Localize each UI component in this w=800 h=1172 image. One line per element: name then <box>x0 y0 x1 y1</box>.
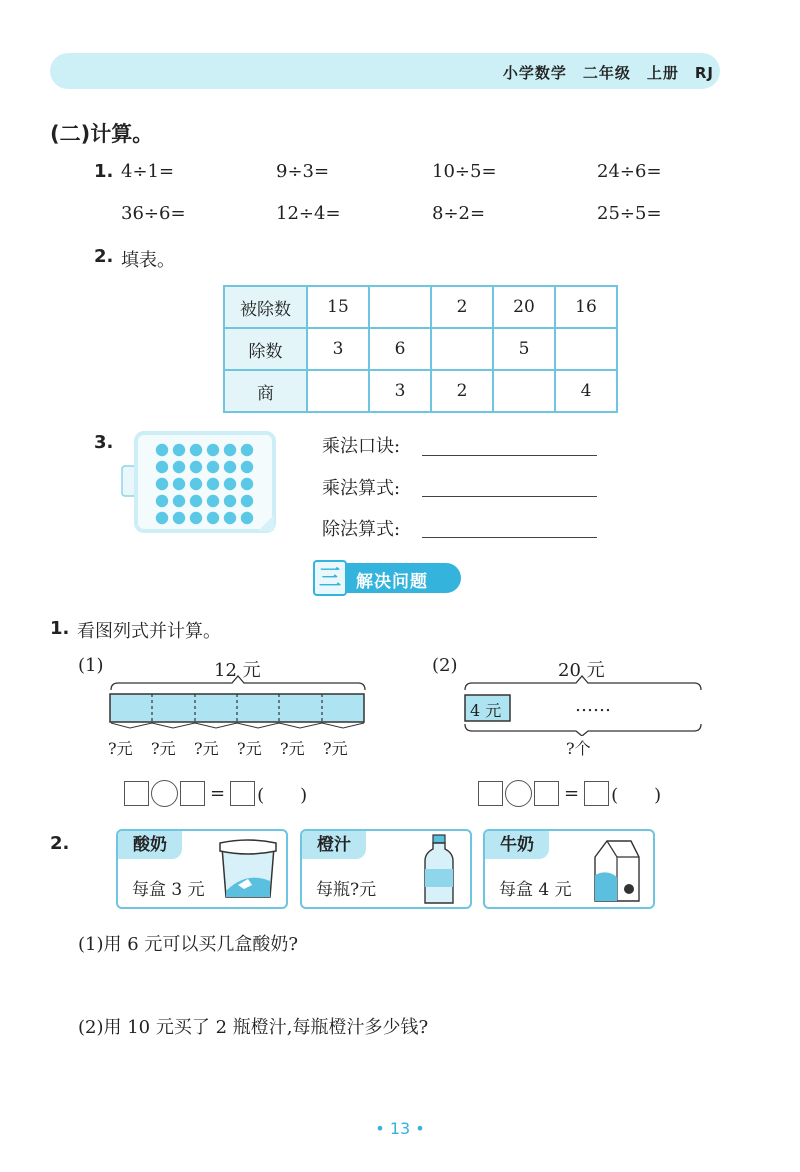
total-label: 20 元 <box>558 660 605 681</box>
dot <box>224 444 236 456</box>
dot <box>156 461 168 473</box>
expression: 12÷4= <box>276 203 341 224</box>
question-number: 2. <box>50 833 70 854</box>
dot <box>190 512 202 524</box>
number-box[interactable] <box>584 781 609 806</box>
ellipsis: …… <box>575 695 611 716</box>
dot <box>156 512 168 524</box>
product-price: 每盒 3 元 <box>132 880 205 900</box>
table-cell[interactable]: 2 <box>431 286 493 328</box>
product-price: 每盒 4 元 <box>499 880 572 900</box>
dot <box>173 444 185 456</box>
table-cell[interactable] <box>431 328 493 370</box>
dot <box>173 461 185 473</box>
equation-frame-2: = ( ) <box>478 780 661 807</box>
question-number: 1. <box>94 161 114 182</box>
segment-diagram-1 <box>108 674 368 732</box>
yogurt-cup-icon <box>216 835 280 903</box>
dot <box>156 444 168 456</box>
expression: 24÷6= <box>597 161 662 182</box>
part-label: ?元 <box>108 739 133 758</box>
dot <box>173 478 185 490</box>
table-cell[interactable]: 5 <box>493 328 555 370</box>
line-label: 乘法算式: <box>322 478 401 499</box>
product-price: 每瓶?元 <box>316 880 377 900</box>
count-label: ?个 <box>566 739 591 758</box>
dot <box>207 495 219 507</box>
count-brace <box>465 724 701 736</box>
dot <box>241 478 253 490</box>
section-number-badge: 三 <box>313 560 347 596</box>
equation-frame-1: = ( ) <box>124 780 307 807</box>
dot <box>241 461 253 473</box>
table-cell[interactable]: 15 <box>307 286 369 328</box>
table-cell[interactable] <box>369 286 431 328</box>
expression: 8÷2= <box>432 203 486 224</box>
product-name: 酸奶 <box>118 831 182 859</box>
sub-question: (1)用 6 元可以买几盒酸奶? <box>78 934 299 955</box>
product-name: 牛奶 <box>485 831 549 859</box>
table-cell[interactable]: 16 <box>555 286 617 328</box>
milk-carton-icon <box>589 835 645 905</box>
line-label: 除法算式: <box>322 519 401 540</box>
dot <box>241 444 253 456</box>
number-box[interactable] <box>534 781 559 806</box>
table-header-cell: 商 <box>224 370 307 412</box>
dot <box>224 478 236 490</box>
page-number: • 13 • <box>375 1119 425 1138</box>
number-box[interactable] <box>478 781 503 806</box>
table-cell[interactable] <box>555 328 617 370</box>
part-label: ?元 <box>323 739 348 758</box>
dot <box>190 444 202 456</box>
table-row <box>224 286 617 328</box>
section-title: (二)计算。 <box>50 122 154 146</box>
question-label: 看图列式并计算。 <box>77 621 221 642</box>
table-header-cell: 除数 <box>224 328 307 370</box>
part-label: ?元 <box>237 739 262 758</box>
answer-line[interactable] <box>422 455 597 456</box>
dot <box>173 495 185 507</box>
table-cell[interactable] <box>307 370 369 412</box>
sub-question: (2)用 10 元买了 2 瓶橙汁,每瓶橙汁多少钱? <box>78 1017 429 1038</box>
section-banner-title: 解决问题 <box>356 572 428 592</box>
expression: 10÷5= <box>432 161 497 182</box>
table-row <box>224 328 617 370</box>
unit-paren[interactable]: ( ) <box>257 784 308 806</box>
question-number: 3. <box>94 432 114 453</box>
number-box[interactable] <box>230 781 255 806</box>
part-label: ?元 <box>194 739 219 758</box>
product-card-juice <box>300 829 472 909</box>
table-cell[interactable]: 3 <box>307 328 369 370</box>
product-name: 橙汁 <box>302 831 366 859</box>
table-cell[interactable]: 2 <box>431 370 493 412</box>
header-title: 小学数学 二年级 上册 RJ <box>502 64 714 82</box>
expression: 25÷5= <box>597 203 662 224</box>
unit-paren[interactable]: ( ) <box>611 784 662 806</box>
dot <box>190 478 202 490</box>
dot <box>241 512 253 524</box>
sub-question-tag: (2) <box>432 655 458 676</box>
total-label: 12 元 <box>214 660 261 681</box>
dot <box>207 512 219 524</box>
table-header-cell: 被除数 <box>224 286 307 328</box>
division-table <box>223 285 618 413</box>
juice-bottle-icon <box>422 833 456 907</box>
answer-line[interactable] <box>422 537 597 538</box>
dot <box>207 478 219 490</box>
table-cell[interactable]: 20 <box>493 286 555 328</box>
dot <box>241 495 253 507</box>
question-number: 2. <box>94 246 114 267</box>
number-box[interactable] <box>180 781 205 806</box>
operator-circle[interactable] <box>151 780 178 807</box>
total-brace <box>111 676 365 690</box>
part-label: ?元 <box>151 739 176 758</box>
sub-question-tag: (1) <box>78 655 104 676</box>
dot-array-image <box>118 430 280 534</box>
first-segment-label: 4 元 <box>470 701 502 720</box>
table-cell[interactable]: 3 <box>369 370 431 412</box>
table-cell[interactable]: 6 <box>369 328 431 370</box>
part-label: ?元 <box>280 739 305 758</box>
dot <box>207 444 219 456</box>
expression: 4÷1= <box>121 161 175 182</box>
table-row <box>224 370 617 412</box>
dot <box>190 495 202 507</box>
part-braces <box>111 723 364 728</box>
line-label: 乘法口诀: <box>322 436 401 457</box>
dot <box>224 461 236 473</box>
total-brace <box>465 676 701 690</box>
dot <box>224 512 236 524</box>
product-card-yogurt <box>116 829 288 909</box>
number-box[interactable] <box>124 781 149 806</box>
operator-circle[interactable] <box>505 780 532 807</box>
table-cell[interactable] <box>493 370 555 412</box>
dot <box>156 495 168 507</box>
expression: 9÷3= <box>276 161 330 182</box>
dot <box>207 461 219 473</box>
dot <box>190 461 202 473</box>
answer-line[interactable] <box>422 496 597 497</box>
dot <box>156 478 168 490</box>
dot <box>224 495 236 507</box>
question-number: 1. <box>50 618 70 639</box>
product-card-milk <box>483 829 655 909</box>
expression: 36÷6= <box>121 203 186 224</box>
dot <box>173 512 185 524</box>
table-cell[interactable]: 4 <box>555 370 617 412</box>
question-label: 填表。 <box>121 250 175 271</box>
